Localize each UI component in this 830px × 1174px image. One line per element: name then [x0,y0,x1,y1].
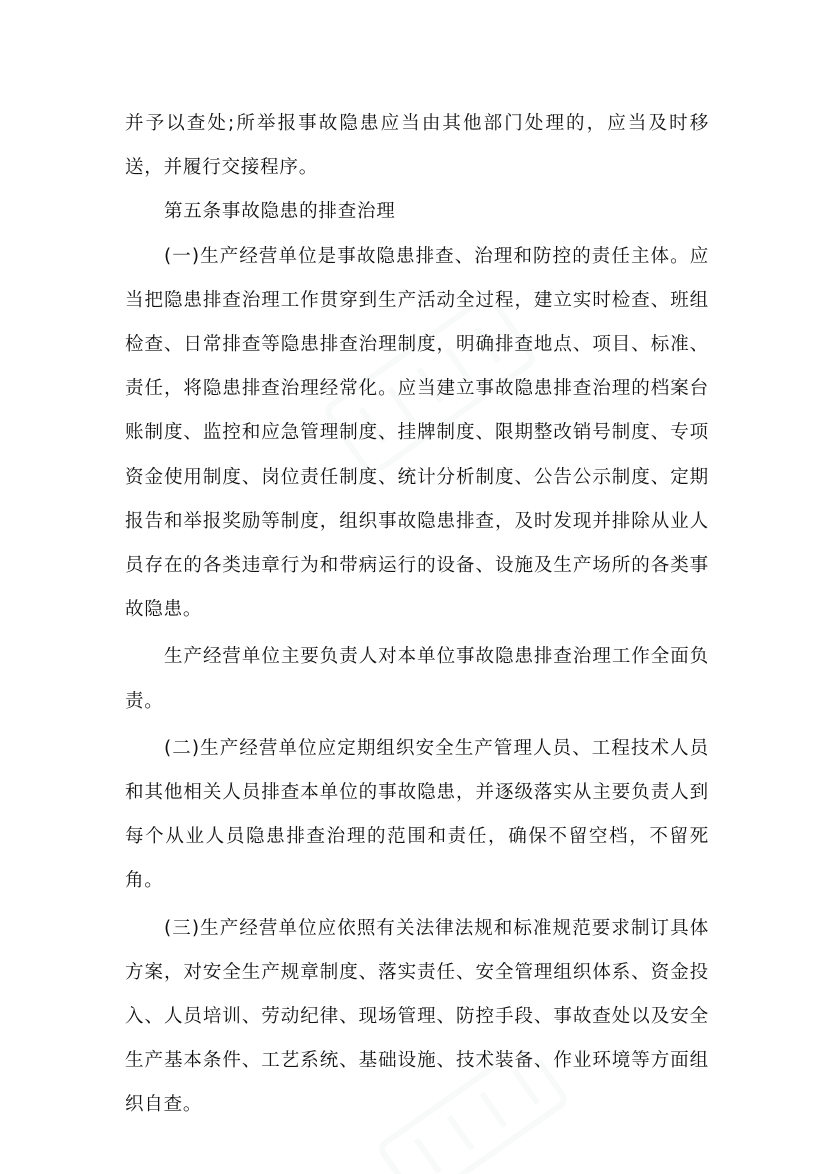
paragraph-continuation: 并予以查处;所举报事故隐患应当由其他部门处理的，应当及时移送，并履行交接程序。 [125,113,709,179]
paragraph-item-3: (三)生产经营单位应依照有关法律法规和标准规范要求制订具体方案，对安全生产规章制度、落实责任、安全管理组织体系、资金投入、人员培训、劳动纪律、现场管理、防控手段、事故查处以及安全生产基本条件、工艺系统、基础设施、技术装备、作业环境等方面组织自查。 [125,917,709,1116]
paragraph-item-1: (一)生产经营单位是事故隐患排查、治理和防控的责任主体。应当把隐患排查治理工作贯穿到生产活动全过程，建立实时检查、班组检查、日常排查等隐患排查治理制度，明确排查地点、项目、标准、责任，将隐患排查治理经常化。应当建立事故隐患排查治理的档案台账制度、监控和应急管理制度、挂牌制度、限期整改销号制度、专项资金使用制度、岗位责任制度、统计分析制度、公告公示制度、定期报告和举报奖励等制度，组织事故隐患排查，及时发现并排除从业人员存在的各类违章行为和带病运行的设备、设施及生产场所的各类事故隐患。 [125,245,709,621]
article5-heading: 第五条事故隐患的排查治理 [164,201,396,223]
paragraph-item-2: (二)生产经营单位应定期组织安全生产管理人员、工程技术人员和其他相关人员排查本单位的事故隐患，并逐级落实从主要负责人到每个从业人员隐患排查治理的范围和责任，确保不留空档，不留死角。 [125,737,709,892]
document-body [125,102,709,1128]
paragraph-principal-responsibility: 生产经营单位主要负责人对本单位事故隐患排查治理工作全面负责。 [125,646,709,712]
